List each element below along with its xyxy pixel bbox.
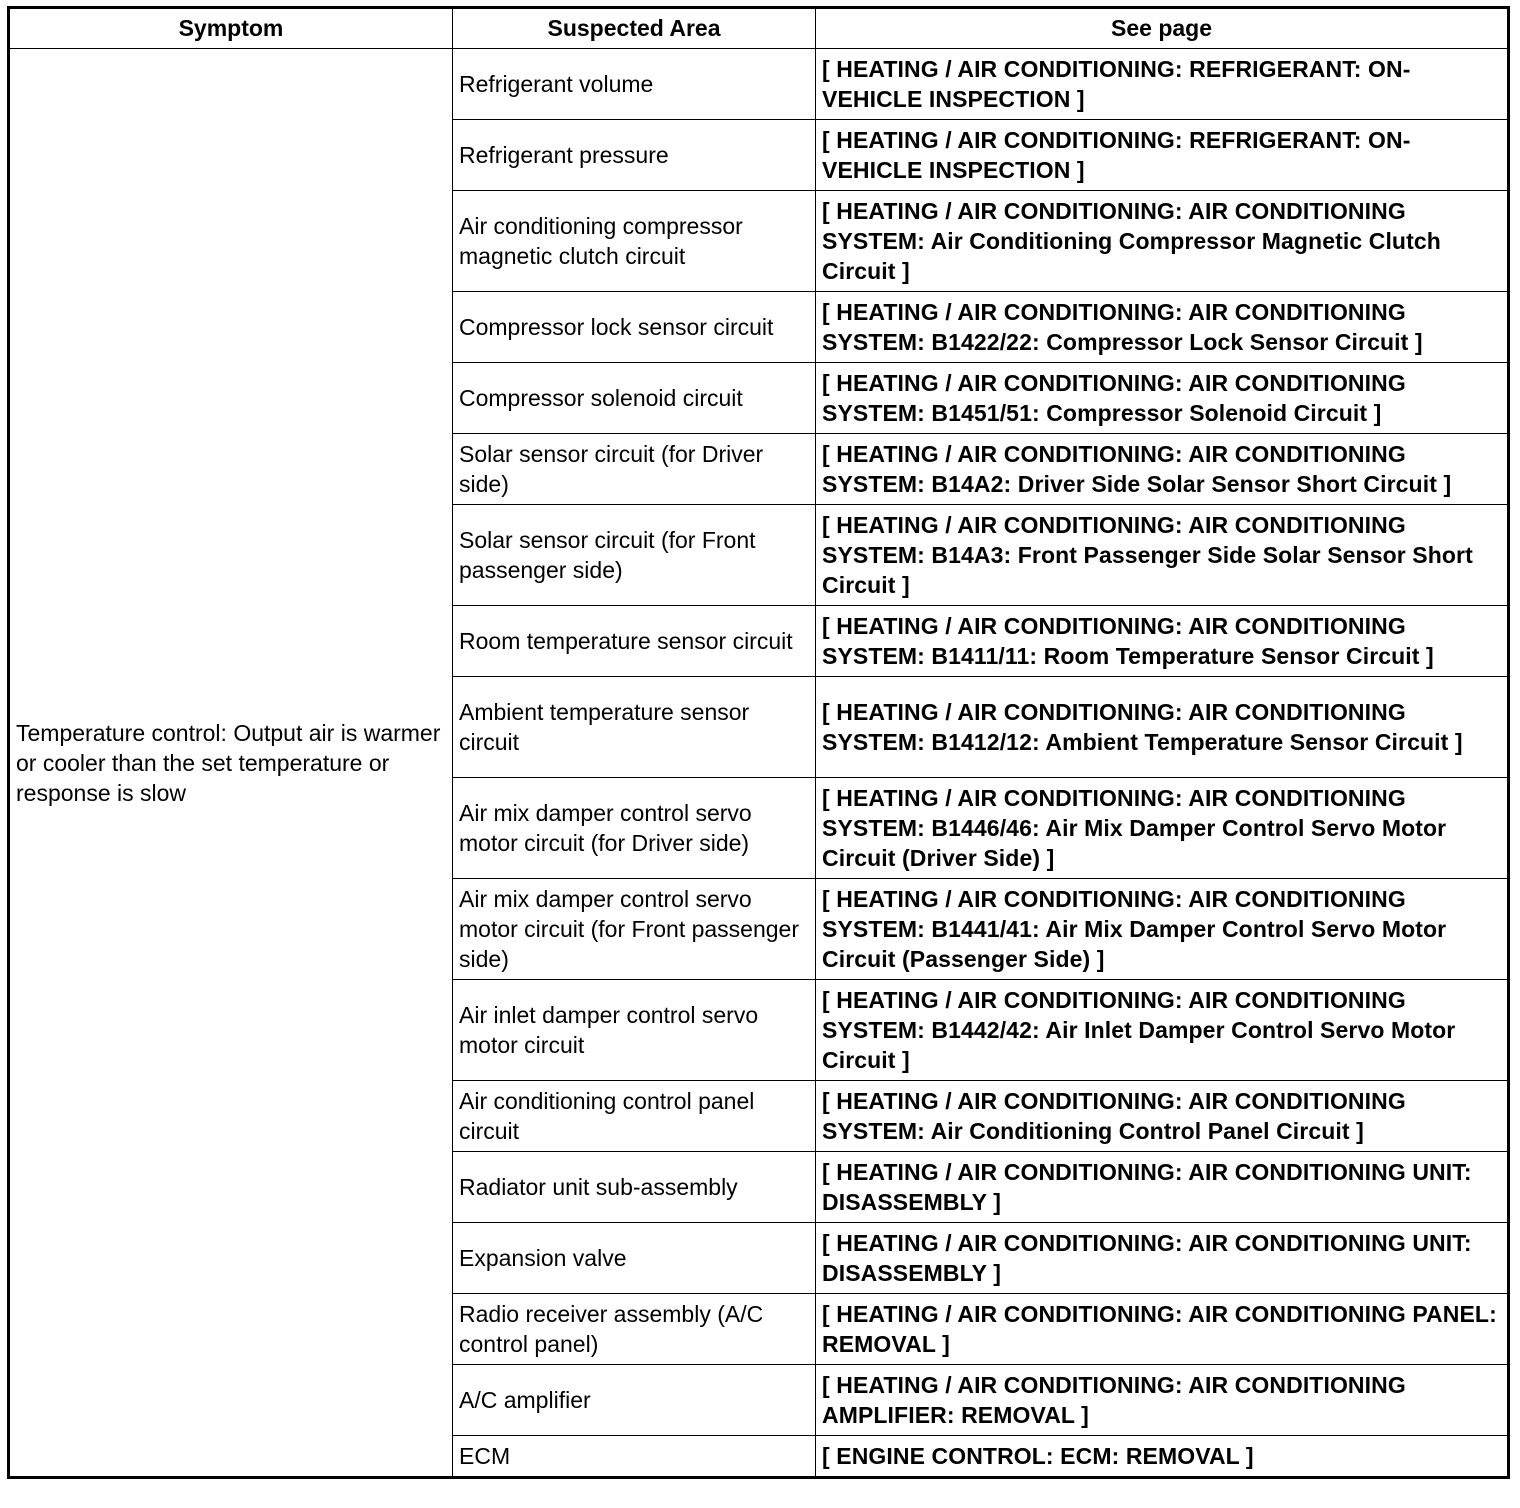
suspected-area-cell: Compressor lock sensor circuit (453, 292, 816, 363)
see-page-link[interactable]: [ HEATING / AIR CONDITIONING: AIR CONDITIONING SYSTEM: B1442/42: Air Inlet Damper Control Servo Motor Circuit ] (816, 980, 1509, 1081)
see-page-link[interactable]: [ HEATING / AIR CONDITIONING: AIR CONDITIONING SYSTEM: Air Conditioning Compressor Magnetic Clutch Circuit ] (816, 191, 1509, 292)
suspected-area-cell: Air conditioning control panel circuit (453, 1081, 816, 1152)
see-page-link[interactable]: [ HEATING / AIR CONDITIONING: AIR CONDITIONING SYSTEM: B14A2: Driver Side Solar Sensor Short Circuit ] (816, 434, 1509, 505)
header-see-page: See page (816, 8, 1509, 49)
table-header-row (9, 8, 1509, 49)
problem-symptoms-table (7, 6, 1510, 1479)
suspected-area-cell: Refrigerant volume (453, 49, 816, 120)
see-page-link[interactable]: [ ENGINE CONTROL: ECM: REMOVAL ] (816, 1436, 1509, 1478)
suspected-area-cell: Expansion valve (453, 1223, 816, 1294)
see-page-link[interactable]: [ HEATING / AIR CONDITIONING: AIR CONDITIONING SYSTEM: B1451/51: Compressor Solenoid Circuit ] (816, 363, 1509, 434)
diagnosis-table-sheet (7, 6, 1507, 1479)
see-page-link[interactable]: [ HEATING / AIR CONDITIONING: AIR CONDITIONING SYSTEM: B1422/22: Compressor Lock Sensor Circuit ] (816, 292, 1509, 363)
table-row (9, 49, 1509, 120)
suspected-area-cell: ECM (453, 1436, 816, 1478)
see-page-link[interactable]: [ HEATING / AIR CONDITIONING: AIR CONDITIONING UNIT: DISASSEMBLY ] (816, 1152, 1509, 1223)
see-page-link[interactable]: [ HEATING / AIR CONDITIONING: REFRIGERANT: ON-VEHICLE INSPECTION ] (816, 49, 1509, 120)
suspected-area-cell: Air conditioning compressor magnetic clutch circuit (453, 191, 816, 292)
suspected-area-cell: Air mix damper control servo motor circuit (for Driver side) (453, 778, 816, 879)
see-page-link[interactable]: [ HEATING / AIR CONDITIONING: AIR CONDITIONING AMPLIFIER: REMOVAL ] (816, 1365, 1509, 1436)
header-suspected-area: Suspected Area (453, 8, 816, 49)
suspected-area-cell: Refrigerant pressure (453, 120, 816, 191)
see-page-link[interactable]: [ HEATING / AIR CONDITIONING: AIR CONDITIONING SYSTEM: B1441/41: Air Mix Damper Control Servo Motor Circuit (Passenger Side) ] (816, 879, 1509, 980)
see-page-link[interactable]: [ HEATING / AIR CONDITIONING: AIR CONDITIONING SYSTEM: B1446/46: Air Mix Damper Control Servo Motor Circuit (Driver Side) ] (816, 778, 1509, 879)
header-symptom: Symptom (9, 8, 453, 49)
suspected-area-cell: Radiator unit sub-assembly (453, 1152, 816, 1223)
see-page-link[interactable]: [ HEATING / AIR CONDITIONING: AIR CONDITIONING SYSTEM: Air Conditioning Control Panel Circuit ] (816, 1081, 1509, 1152)
suspected-area-cell: Solar sensor circuit (for Driver side) (453, 434, 816, 505)
symptom-cell: Temperature control: Output air is warmer or cooler than the set temperature or response is slow (9, 49, 453, 1478)
see-page-link[interactable]: [ HEATING / AIR CONDITIONING: REFRIGERANT: ON-VEHICLE INSPECTION ] (816, 120, 1509, 191)
suspected-area-cell: Air inlet damper control servo motor circuit (453, 980, 816, 1081)
suspected-area-cell: Room temperature sensor circuit (453, 606, 816, 677)
suspected-area-cell: A/C amplifier (453, 1365, 816, 1436)
suspected-area-cell: Solar sensor circuit (for Front passenger side) (453, 505, 816, 606)
suspected-area-cell: Radio receiver assembly (A/C control panel) (453, 1294, 816, 1365)
suspected-area-cell: Ambient temperature sensor circuit (453, 677, 816, 778)
see-page-link[interactable]: [ HEATING / AIR CONDITIONING: AIR CONDITIONING SYSTEM: B1411/11: Room Temperature Sensor Circuit ] (816, 606, 1509, 677)
see-page-link[interactable]: [ HEATING / AIR CONDITIONING: AIR CONDITIONING SYSTEM: B1412/12: Ambient Temperature Sensor Circuit ] (816, 677, 1509, 778)
suspected-area-cell: Air mix damper control servo motor circuit (for Front passenger side) (453, 879, 816, 980)
see-page-link[interactable]: [ HEATING / AIR CONDITIONING: AIR CONDITIONING UNIT: DISASSEMBLY ] (816, 1223, 1509, 1294)
see-page-link[interactable]: [ HEATING / AIR CONDITIONING: AIR CONDITIONING PANEL: REMOVAL ] (816, 1294, 1509, 1365)
suspected-area-cell: Compressor solenoid circuit (453, 363, 816, 434)
see-page-link[interactable]: [ HEATING / AIR CONDITIONING: AIR CONDITIONING SYSTEM: B14A3: Front Passenger Side Solar Sensor Short Circuit ] (816, 505, 1509, 606)
